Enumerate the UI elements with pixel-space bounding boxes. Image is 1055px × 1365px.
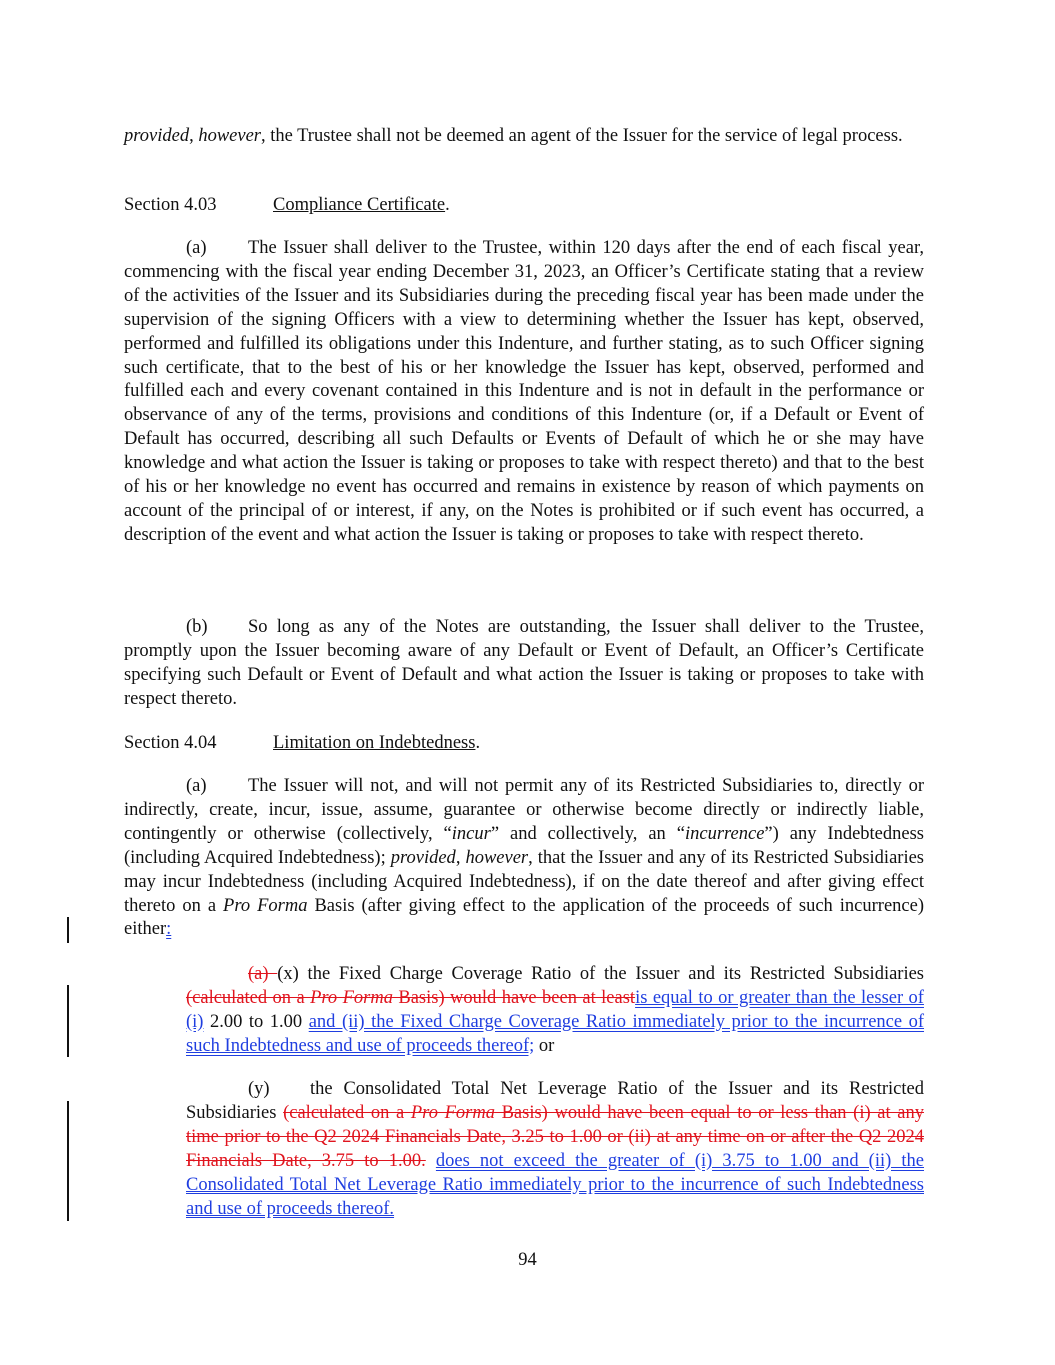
inserted-text: : — [166, 919, 172, 940]
clause-label: (y) — [248, 1079, 270, 1099]
page-number: 94 — [518, 1250, 537, 1270]
clause-y: (y) the Consolidated Total Net Leverage Ratio of the Issuer and its Restricted Subsidiaries (calculated on a Pro Forma Basis) would have been equal to or less than (i) at any time prior to the Q2 2024 Financials Date, 3.25 to 1.00 or (ii) at any time on or after the Q2 2024 Financials Date, 3.75 to 1.00. does not exceed the greater of (i) 3.75 to 1.00 and (ii) the Consolidated Total Net Leverage Ratio immediately prior to the incurrence of such Indebtedness and use of proceeds thereof. — [186, 1079, 924, 1219]
clause-label: (b) — [186, 617, 208, 637]
paragraph-4-03-b: (b) So long as any of the Notes are outstanding, the Issuer shall deliver to the Trustee, promptly upon the Issuer becoming aware of any Default or Event of Default, an Officer’s Certificate specifying such Default or Event of Default and what action the Issuer is taking or proposes to take with respect thereto. — [124, 617, 924, 709]
italic-however: however — [198, 126, 262, 146]
deleted-text: (calculated on a Pro Forma Basis) would have been at least — [186, 987, 636, 1008]
paragraph-4-03-a: (a) The Issuer shall deliver to the Trustee, within 120 days after the end of each fiscal year, commencing with the fiscal year ending December 31, 2023, an Officer’s Certificate stating that a review of the activities of the Issuer and its Subsidiaries during the preceding fiscal year has been made under the supervision of the signing Officers with a view to determining whether the Issuer has kept, observed, performed and fulfilled its obligations under this Indenture, and further stating, as to such Officer signing such certificate, that to the best of his or her knowledge the Issuer has kept, observed, performed and fulfilled each and every covenant contained in this Indenture and is not in default in the performance or observance of any of the terms, provisions and conditions of this Indenture (or, if a Default or Event of Default has occurred, describing all such Defaults or Events of Default of which he or she may have knowledge and what action the Issuer is taking or proposes to take with respect thereto) and that to the best of his or her knowledge no event has occurred and remains in existence by reason of which payments on account of the principal of or interest, if any, on the Notes is prohibited or if such event has occurred, a description of the event and what action the Issuer is taking or proposes to take with respect thereto. — [124, 238, 924, 545]
clause-label: (a) — [186, 238, 207, 258]
change-bar — [67, 985, 69, 1057]
inserted-text: and (ii) the Fixed Charge Coverage Ratio immediately prior to the incurrence of such Indebtedness and use of proceeds thereof; — [186, 1011, 925, 1056]
section-4-04-heading: Section 4.04 Limitation on Indebtedness. — [124, 733, 481, 753]
change-bar — [67, 917, 69, 943]
italic-provided: provided — [124, 126, 190, 146]
inserted-text: is equal to or greater than the lesser of (i) — [186, 987, 924, 1032]
clause-label: (x) — [277, 964, 299, 984]
change-bar — [67, 1101, 69, 1221]
section-title: Limitation on Indebtedness — [273, 733, 476, 753]
paragraph-intro: provided, however, the Trustee shall not be deemed an agent of the Issuer for the service of legal process. — [124, 126, 903, 146]
deleted-text: (calculated on a Pro Forma Basis) would have been equal to or less than (i) at any time prior to the Q2 2024 Financials Date, 3.25 to 1.00 or (ii) at any time on or after the Q2 2024 Financials Date, 3.75 to 1.00. — [186, 1102, 924, 1171]
deleted-text: (a) — [248, 964, 269, 984]
section-number: Section 4.03 — [124, 195, 217, 215]
section-title: Compliance Certificate — [273, 195, 446, 215]
section-number: Section 4.04 — [124, 733, 217, 753]
clause-x: (a) (x) the Fixed Charge Coverage Ratio of the Issuer and its Restricted Subsidiaries (calculated on a Pro Forma Basis) would have been at leastis equal to or greater than the lesser of (i) 2.00 to 1.00 and (ii) the Fixed Charge Coverage Ratio immediately prior to the incurrence of such Indebtedness and use of proceeds thereof; or — [186, 964, 925, 1056]
section-4-03-heading: Section 4.03 Compliance Certificate. — [124, 195, 450, 215]
paragraph-4-04-a: (a) The Issuer will not, and will not permit any of its Restricted Subsidiaries to, directly or indirectly, create, incur, issue, assume, guarantee or otherwise become directly or indirectly liable, contingently or otherwise (collectively, “incur” and collectively, an “incurrence”) any Indebtedness (including Acquired Indebtedness); provided, however, that the Issuer and any of its Restricted Subsidiaries may incur Indebtedness (including Acquired Indebtedness), if on the date thereof and after giving effect thereto on a Pro Forma Basis (after giving effect to the application of the proceeds of such incurrence) either: — [124, 776, 925, 940]
clause-label: (a) — [186, 776, 207, 796]
inserted-text: does not exceed the greater of (i) 3.75 to 1.00 and (ii) the Consolidated Total Net Leverage Ratio immediately prior to the incurrence of such Indebtedness and use of proceeds thereof. — [186, 1150, 924, 1219]
